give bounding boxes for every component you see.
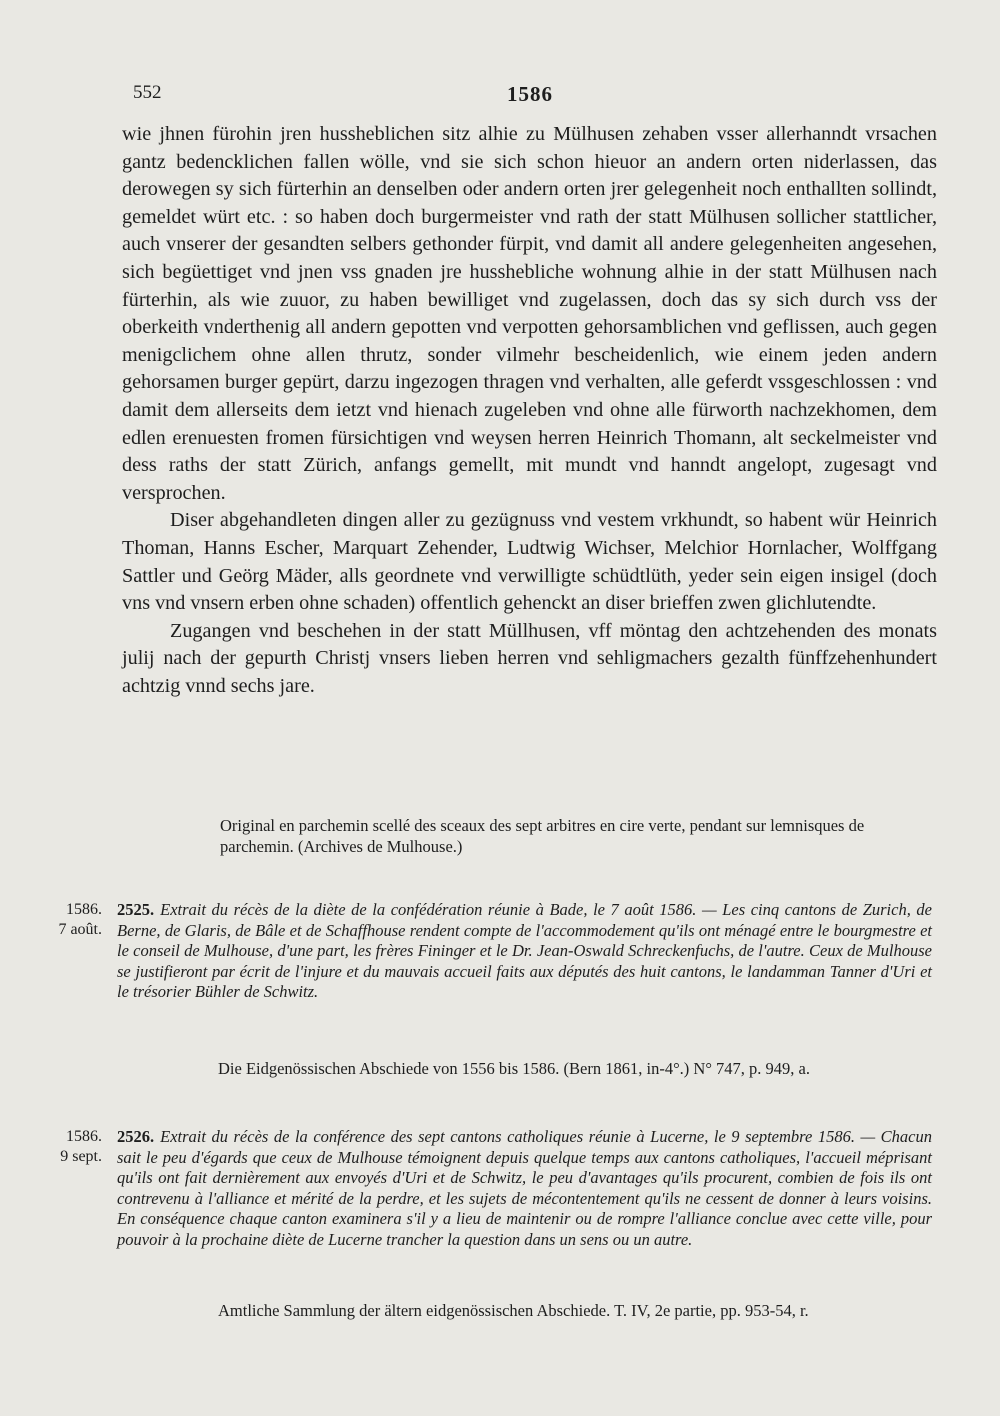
charter-paragraph-3: Zugangen vnd beschehen in der statt Müllhusen, vff möntag den achtzehenden des monats julij nach der gepurth Christj vnsers lieben herren vnd sehligmachers gezalth fünffzehenhundert achtzig vnnd sechs jare. xyxy=(122,619,937,697)
entry-number: 2525. xyxy=(117,900,155,919)
original-note: Original en parchemin scellé des sceaux des sept arbitres en cire verte, pendant sur lemnisques de parchemin. (Archives de Mulhouse.) xyxy=(220,816,865,856)
charter-paragraph-2: Diser abgehandleten dingen aller zu gezügnuss vnd vestem vrkhundt, so habent wür Heinrich Thoman, Hanns Escher, Marquart Zehender, Ludtwig Wichser, Melchior Hornlacher, Wolffgang Sattler und Geörg Mäder, alls geordnete vnd verwilligte schüdtlüth, yeder sein eigen insigel (doch vns vnd vnsern erben ohne schaden) offentlich gehenckt an diser brieffen zwen glichlutendte. xyxy=(122,509,937,615)
charter-paragraph-1: wie jhnen fürohin jren husshеblichen sitz alhie zu Mülhusen zehaben vsser allerhanndt vrsachen gantz bedencklichen fallen wölle, vnd sie sich schon hieuor an andern orten niderlassen, das derowegen sy sich fürterhin an denselben oder andern orten jrer gelegenheit noch enthallten sollindt, gemeldet würt etc. : so haben doch burgermeister vnd rath der statt Mülhusen sollicher stattlicher, auch vnserer der gesandten selbers gethonder fürpit, vnd damit all andere gelegenheiten angesehen, sich begüettiget vnd jnen vss gnaden jre husshebliche wohnung alhie in der statt Mülhusen nach fürterhin, als wie zuuor, zu haben bewilliget vnd zugelassen, doch das sy sich durch vss der oberkeith vnderthenig all andern gepotten vnd verpotten gehorsamblichen vnd geflissen, auch gegen menigclichem ohne allen thrutz, sonder vilmehr bescheidenlich, wie einem jeden andern gehorsamen burger gepürt, darzu ingezogen thragen vnd verhalten, alle geferdt vssgeschlossen : vnd damit dem allerseits dem ietzt vnd hienach zugeleben vnd ohne alle fürworth nachzekhomen, dem edlen erenuesten fromen fürsichtigen vnd weysen herren Heinrich Thomann, alt seckelmeister vnd dess raths der statt Zürich, anfangs gemellt, mit mundt vnd hanndt angelopt, zugesagt vnd versprochen. xyxy=(122,123,937,504)
margin-date-day: 9 sept. xyxy=(60,1148,102,1165)
entry-number: 2526. xyxy=(117,1127,155,1146)
page-header xyxy=(133,82,933,112)
margin-date-day: 7 août. xyxy=(58,921,102,938)
entry-body: Extrait du récès de la conférence des sept cantons catholiques réunie à Lucerne, le 9 septembre 1586. — Chacun sait le peu d'égards que ceux de Mulhouse témoignent depuis quelque temps aux cantons catholiques, l'accueil méprisant qu'ils ont fait dernièrement aux envoyés d'Uri et de Schwitz, le peu d'avantages qu'ils procurent, combien de fois ils ont contrevenu à l'alliance et mérité de la perdre, et les sujets de mécontentement qu'ils ne cessent de donner à leurs voisins. En conséquence chaque canton examinera s'il y a lieu de maintenir ou de rompre l'alliance conclue avec cette ville, pour pouvoir à la prochaine diète de Lucerne trancher la question dans un sens ou un autre. xyxy=(117,1127,932,1249)
entry-summary xyxy=(117,1127,932,1250)
margin-date xyxy=(30,1127,102,1167)
entry-body: Extrait du récès de la diète de la confédération réunie à Bade, le 7 août 1586. — Les cinq cantons de Zurich, de Berne, de Glaris, de Bâle et de Schaffhouse rendent compte de l'accommodement qu'ils ont ménagé entre le bourgmestre et le conseil de Mulhouse, d'une part, les frères Fininger et le Dr. Jean-Oswald Schreckenfuchs, de l'autre. Ceux de Mulhouse se justifieront par écrit de l'injure et du mauvais accueil faits aux députés des huit cantons, le landamman Tanner d'Uri et le trésorier Bühler de Schwitz. xyxy=(117,900,932,1001)
charter-text xyxy=(122,121,937,700)
margin-date xyxy=(30,900,102,940)
margin-date-year: 1586. xyxy=(66,1128,102,1145)
entry-source: Amtliche Sammlung der ältern eidgenössischen Abschiede. T. IV, 2e partie, pp. 953-54, r. xyxy=(218,1301,809,1320)
running-head-year: 1586 xyxy=(507,82,553,106)
entry-source: Die Eidgenössischen Abschiede von 1556 bis 1586. (Bern 1861, in-4°.) N° 747, p. 949, a. xyxy=(218,1059,810,1078)
page-number: 552 xyxy=(133,82,162,103)
entry-summary xyxy=(117,900,932,1003)
margin-date-year: 1586. xyxy=(66,901,102,918)
